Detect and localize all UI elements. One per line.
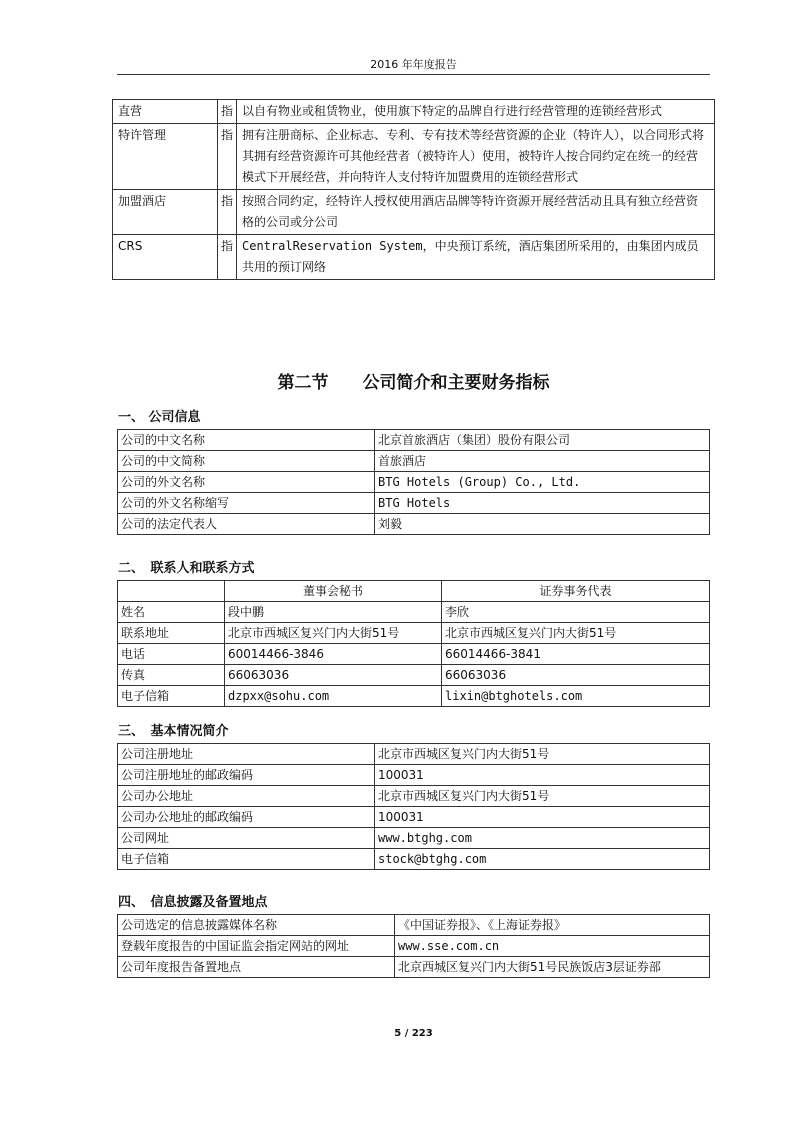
label-cell: 公司年度报告备置地点 <box>118 957 395 978</box>
contact-heading: 二、 联系人和联系方式 <box>118 561 255 576</box>
value-cell: BTG Hotels (Group) Co., Ltd. <box>375 472 710 493</box>
value-cell: 刘毅 <box>375 514 710 535</box>
zhi-cell: 指 <box>218 190 237 235</box>
table-header-row <box>118 581 710 602</box>
value-cell: 100031 <box>375 765 710 786</box>
disclosure-heading: 四、 信息披露及备置地点 <box>118 895 268 910</box>
basic-info-table <box>117 743 710 870</box>
table-row <box>118 451 710 472</box>
secretary-cell: 66063036 <box>225 665 442 686</box>
table-row <box>118 828 710 849</box>
table-row <box>118 807 710 828</box>
label-cell: 公司选定的信息披露媒体名称 <box>118 915 395 936</box>
rep-cell: 北京市西城区复兴门内大街51号 <box>442 623 710 644</box>
header-rule <box>117 74 710 75</box>
table-row <box>118 665 710 686</box>
secretary-cell: 段中鹏 <box>225 602 442 623</box>
table-row <box>118 744 710 765</box>
disclosure-table <box>117 914 710 978</box>
label-cell: 公司的中文名称 <box>118 430 375 451</box>
value-cell: 北京市西城区复兴门内大街51号 <box>375 744 710 765</box>
label-cell: 公司网址 <box>118 828 375 849</box>
label-cell: 公司的中文简称 <box>118 451 375 472</box>
blank-header-cell <box>118 581 225 602</box>
secretary-header: 董事会秘书 <box>225 581 442 602</box>
table-row <box>118 493 710 514</box>
value-cell: 北京市西城区复兴门内大街51号 <box>375 786 710 807</box>
value-cell: BTG Hotels <box>375 493 710 514</box>
secretary-email-cell: dzpxx@sohu.com <box>225 686 442 707</box>
label-cell: 公司注册地址 <box>118 744 375 765</box>
label-cell: 公司的法定代表人 <box>118 514 375 535</box>
label-cell: 联系地址 <box>118 623 225 644</box>
value-cell: 北京西城区复兴门内大街51号民族饭店3层证券部 <box>395 957 710 978</box>
table-row <box>118 786 710 807</box>
table-row <box>118 686 710 707</box>
table-row <box>118 915 710 936</box>
company-info-heading: 一、 公司信息 <box>118 410 201 425</box>
label-cell: 电子信箱 <box>118 849 375 870</box>
table-row <box>118 936 710 957</box>
table-row <box>118 430 710 451</box>
label-cell: 传真 <box>118 665 225 686</box>
label-cell: 登载年度报告的中国证监会指定网站的网址 <box>118 936 395 957</box>
zhi-cell: 指 <box>218 100 237 124</box>
label-cell: 姓名 <box>118 602 225 623</box>
website-cell: www.btghg.com <box>375 828 710 849</box>
rep-cell: 李欣 <box>442 602 710 623</box>
label-cell: 公司的外文名称 <box>118 472 375 493</box>
value-cell: 《中国证券报》、《上海证券报》 <box>395 915 710 936</box>
rep-cell: 66063036 <box>442 665 710 686</box>
label-cell: 公司的外文名称缩写 <box>118 493 375 514</box>
table-row <box>113 190 715 235</box>
term-cell: 加盟酒店 <box>113 190 218 235</box>
page-number: 5 / 223 <box>394 1028 433 1039</box>
table-row <box>118 602 710 623</box>
contact-table <box>117 580 710 707</box>
table-row <box>118 849 710 870</box>
term-cell: 特许管理 <box>113 124 218 190</box>
table-row <box>118 644 710 665</box>
rep-cell: 66014466-3841 <box>442 644 710 665</box>
table-row <box>118 623 710 644</box>
label-cell: 电话 <box>118 644 225 665</box>
table-row <box>118 957 710 978</box>
zhi-cell: 指 <box>218 235 237 280</box>
desc-cell: 以自有物业或租赁物业，使用旗下特定的品牌自行进行经营管理的连锁经营形式 <box>237 100 715 124</box>
table-row <box>118 765 710 786</box>
secretary-cell: 60014466-3846 <box>225 644 442 665</box>
table-row <box>113 100 715 124</box>
report-header: 2016 年年度报告 <box>370 58 457 71</box>
secretary-cell: 北京市西城区复兴门内大街51号 <box>225 623 442 644</box>
value-cell: 100031 <box>375 807 710 828</box>
table-row <box>118 514 710 535</box>
term-cell: CRS <box>113 235 218 280</box>
label-cell: 公司办公地址 <box>118 786 375 807</box>
rep-header: 证券事务代表 <box>442 581 710 602</box>
desc-cell: CentralReservation System，中央预订系统，酒店集团所采用的，由集团内成员共用的预订网络 <box>237 235 715 280</box>
email-cell: stock@btghg.com <box>375 849 710 870</box>
table-row <box>118 472 710 493</box>
value-cell: www.sse.com.cn <box>395 936 710 957</box>
desc-cell: 按照合同约定，经特许人授权使用酒店品牌等特许资源开展经营活动且具有独立经营资格的公司或分公司 <box>237 190 715 235</box>
term-cell: 直营 <box>113 100 218 124</box>
zhi-cell: 指 <box>218 124 237 190</box>
value-cell: 首旅酒店 <box>375 451 710 472</box>
label-cell: 公司注册地址的邮政编码 <box>118 765 375 786</box>
label-cell: 电子信箱 <box>118 686 225 707</box>
desc-cell: 拥有注册商标、企业标志、专利、专有技术等经营资源的企业（特许人），以合同形式将其拥有经营资源许可其他经营者（被特许人）使用，被特许人按合同约定在统一的经营模式下开展经营，并向特许人支付特许加盟费用的连锁经营形式 <box>237 124 715 190</box>
rep-email-cell: lixin@btghotels.com <box>442 686 710 707</box>
value-cell: 北京首旅酒店（集团）股份有限公司 <box>375 430 710 451</box>
section-title: 第二节 公司简介和主要财务指标 <box>277 373 550 393</box>
definitions-table <box>112 99 715 280</box>
table-row <box>113 235 715 280</box>
basic-info-heading: 三、 基本情况简介 <box>118 724 229 739</box>
table-row <box>113 124 715 190</box>
company-info-table <box>117 429 710 535</box>
label-cell: 公司办公地址的邮政编码 <box>118 807 375 828</box>
